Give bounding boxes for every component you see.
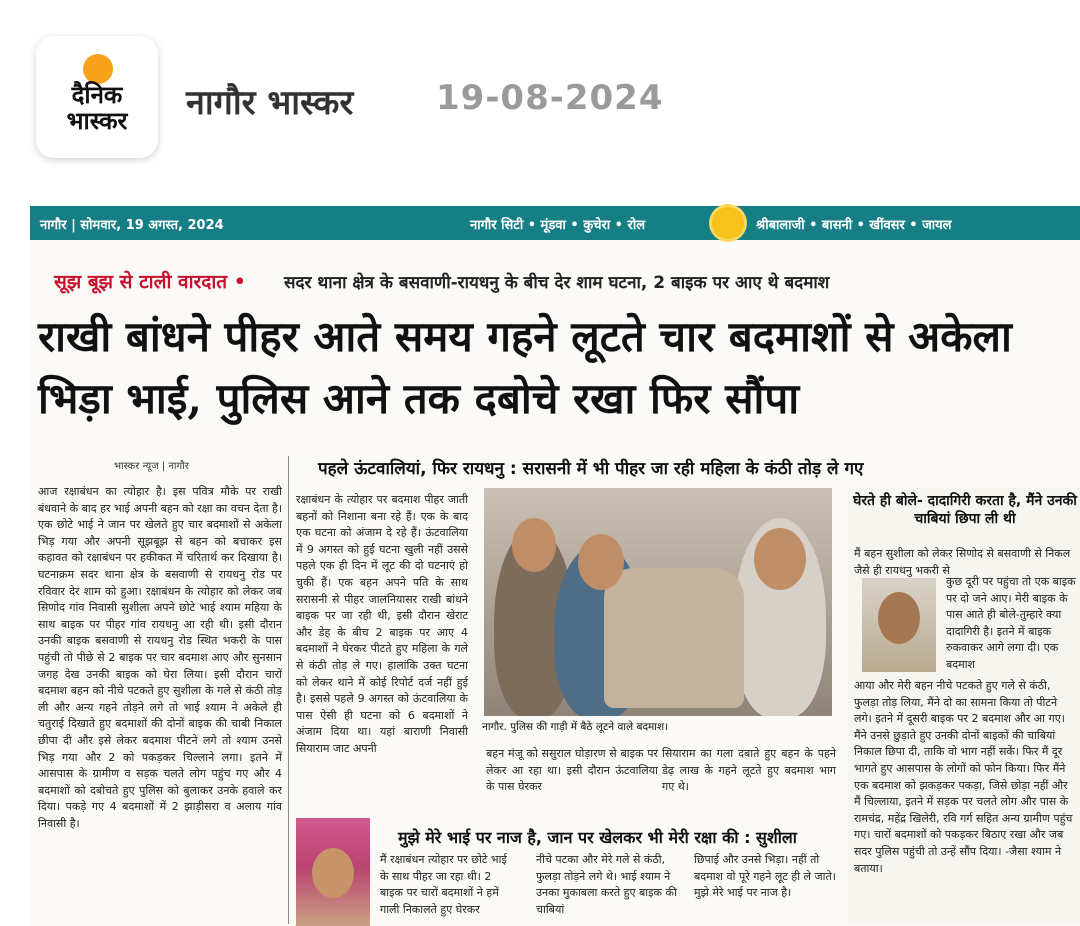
car-seat (604, 568, 744, 708)
logo-text-2: भास्कर (66, 107, 128, 135)
photo-face (312, 848, 354, 898)
story-column-1: आज रक्षाबंधन का त्योहार है। इस पवित्र मौके पर राखी बंधवाने के बाद हर भाई अपनी बहन को रक्षा का वचन देता है। एक छोटे भाई ने जान पर खेलते हुए चार बदमाशों से अकेला भिड़ गया और अपनी सूझबूझ से बहन को बचाकर इस कहावत को रक्षाबंधन पर हकीकत में चरितार्थ कर दिखाया है। घटनाक्रम सदर थाना क्षेत्र के बसवाणी से रायधनु रोड पर रविवार देर शाम को हुआ। रक्षाबंधन के त्योहार को लेकर जब सिणोद गांव निवासी सुशीला अपने छोटे भाई श्याम महिया के साथ बाइक पर पीहर गांव रायधनु आ रही थी। इसी दौरान उनकी बाइक बसवाणी से रायधनु रोड स्थित भकरी के पास पहुंची तो पीछे से 2 बाइक पर चार बदमाश आए और सुनसान जगह देख उनकी बाइक को घेरा लिया। इसी दौरान चारों बदमाश बहन को नीचे पटकते हुए सुशीला के गले से कंठी तोड़ ली और अन्य गहने तोड़ने लगे तो भाई श्याम ने अकेले ही चतुराई दिखाते हुए बदमाशों की दोनों बाइक की चाबी निकाल छीपा दी और इसे लेकर बदमाश पीटने लगे तो श्याम उनसे भिड़ गया और 2 को पकड़कर चिल्लाने लगा। इतने में आसपास के ग्रामीण व सड़क चलते लोग पहुंच गए और 4 बदमाशों को दबोचते हुए पुलिस को बुलाकर उनके हवाले कर दिया। पकड़े गए 4 बदमाशों में 2 झाड़ीसरा व अलाय गांव निवासी है। (38, 485, 282, 830)
app-header (0, 0, 1080, 190)
kicker: सूझ बूझ से टाली वारदात • (54, 271, 246, 293)
photo-face (754, 528, 806, 590)
sidebar-body: आया और मेरी बहन नीचे पटकते हुए गले से कंठी, फुलड़ा तोड़ लिया, मैंने दो का सामना किया तो पीटने लगे। इतने में दूसरी बाइक पर 2 बदमाश और आ गए। मैंने उनसे छुड़ाते हुए उनकी दोनों बाइकों की चाबियां निकाल छिपा दी, ताकि वो भाग नहीं सकें। फिर मैं दूर भागते हुए आसपास के लोगों को फोन किया। फिर मैंने एक बदमाश को झकड़कर पकड़ा, जिसे छोड़ा नहीं और मैं चिल्लाया, इतने में सड़क पर चलते लोग और पास के रामचंद्र, महेंद्र खिलेरी, रवि गर्ग सहित अन्य ग्रामीण पहुंच गए। चारों बदमाशों को पकड़कर बिठाए रखा और जब सदर पुलिस पहुंची तो उन्हें सौंप दिया। -जैसा श्याम ने बताया। (854, 679, 1073, 875)
strip-middle: नागौर सिटी • मूंडवा • कुचेरा • रोल (470, 218, 646, 233)
sidebar-intro: मैं बहन सुशीला को लेकर सिणोद से बसवाणी से निकल जैसे ही रायधनु भकरी से (854, 547, 1071, 577)
newspaper-page[interactable] (30, 206, 1080, 926)
sun-icon (712, 207, 744, 239)
bottom-column-2: नीचे पटका और मेरे गले से कंठी, फुलड़ा तोड़ने लगे थे। भाई श्याम ने उनका मुकाबला करते हुए बाइक की चाबियां (536, 853, 677, 916)
photo-face (878, 592, 920, 644)
sushila-photo (296, 818, 370, 926)
byline: भास्कर न्यूज | नागौर (114, 461, 189, 472)
bottom-column-1: मैं रक्षाबंधन त्योहार पर छोटे भाई के साथ पीहर जा रहा थी। 2 बाइक पर चारों बदमाशों ने हमें गाली निकालते हुए घेरकर (380, 853, 507, 916)
strip-right: श्रीबालाजी • बासनी • खींवसर • जायल (756, 218, 952, 233)
shyam-photo (862, 578, 936, 672)
bottom-column-3: छिपाई और उनसे भिड़ा। नहीं तो बदमाश वो पूरे गहने लूट ही ले जाते। मुझे मेरे भाई पर नाज है। (694, 853, 836, 900)
photo-caption: नागौर. पुलिस की गाड़ी में बैठे लूटने वाले बदमाश। (482, 721, 669, 733)
headline: राखी बांधने पीहर आते समय गहने लूटते चार बदमाशों से अकेला भिड़ा भाई, पुलिस आने तक दबोचे रखा फिर सौंपा (38, 312, 1012, 423)
sidebar-headline: घेरते ही बोले- दादागिरी करता है, मैंने उनकी चाबियां छिपा ली थी (853, 493, 1077, 527)
edition-name: नागौर भास्कर (186, 83, 354, 123)
news-photo (484, 488, 832, 716)
page-strip (30, 206, 1080, 240)
logo-text-1: दैनिक (71, 81, 123, 109)
edition-date: 19-08-2024 (436, 78, 664, 118)
story-column-4: सियाराम का गला दबाते हुए बहन के पहने डेढ़ लाख के गहने लूटते हुए बदमाश भाग गए थे। (662, 747, 836, 794)
column-divider (288, 456, 289, 924)
dainik-bhaskar-logo[interactable] (36, 36, 158, 158)
sun-icon (83, 54, 113, 84)
photo-face (512, 518, 556, 572)
sidebar-text-beside-photo: कुछ दूरी पर पहुंचा तो एक बाइक पर दो जने आए। मेरी बाइक के पास आते ही बोले-तुम्हारे क्या दादागिरी है। इतने में बाइक रुकवाकर आगे लगा दी। एक बदमाश (946, 575, 1076, 671)
story-column-2: रक्षाबंधन के त्योहार पर बदमाश पीहर जाती बहनों को निशाना बना रहे हैं। एक के बाद एक घटना को अंजाम दे रहे हैं। ऊंटवालिया में 9 अगस्त को हुई घटना खुली नहीं उससे पहले एक ही दिन में लूट की दो घटनाएं हो चुकी हैं। एक बहन अपने पति के साथ सरासनी से पीहर जालनियासर राखी बांधने बाइक पर जा रही थी, इसी दौरान खेराट और डेह के बीच 2 बाइक पर आए 4 बदमाशों ने घेरकर पीटते हुए महिला के गले से कंठी तोड़ ले गए। हालांकि उक्त घटना को लेकर थाने में कोई रिपोर्ट दर्ज नहीं हुई है। इससे पहले 9 अगस्त को ऊंटवालिया के पास ऐसी ही घटना को 6 बदमाशों ने अंजाम दिया था। यहां बाराणी निवासी सियाराम जाट अपनी (296, 493, 468, 755)
sidebar-box (848, 488, 1080, 924)
sub-headline: पहले ऊंटवालियां, फिर रायधनु : सरासनी में भी पीहर जा रही महिला के कंठी तोड़ ले गए (318, 459, 864, 479)
photo-face (578, 534, 624, 590)
strip-left: नागौर | सोमवार, 19 अगस्त, 2024 (40, 218, 224, 233)
story-column-3: बहन मंजू को ससुराल घोड़ारण से बाइक पर लेकर आ रहा था। इसी दौरान ऊंटवालिया के पास घेरकर (486, 747, 658, 794)
bottom-headline: मुझे मेरे भाई पर नाज है, जान पर खेलकर भी मेरी रक्षा की : सुशीला (398, 828, 797, 847)
kicker-sub: सदर थाना क्षेत्र के बसवाणी-रायधनु के बीच देर शाम घटना, 2 बाइक पर आए थे बदमाश (284, 273, 830, 293)
